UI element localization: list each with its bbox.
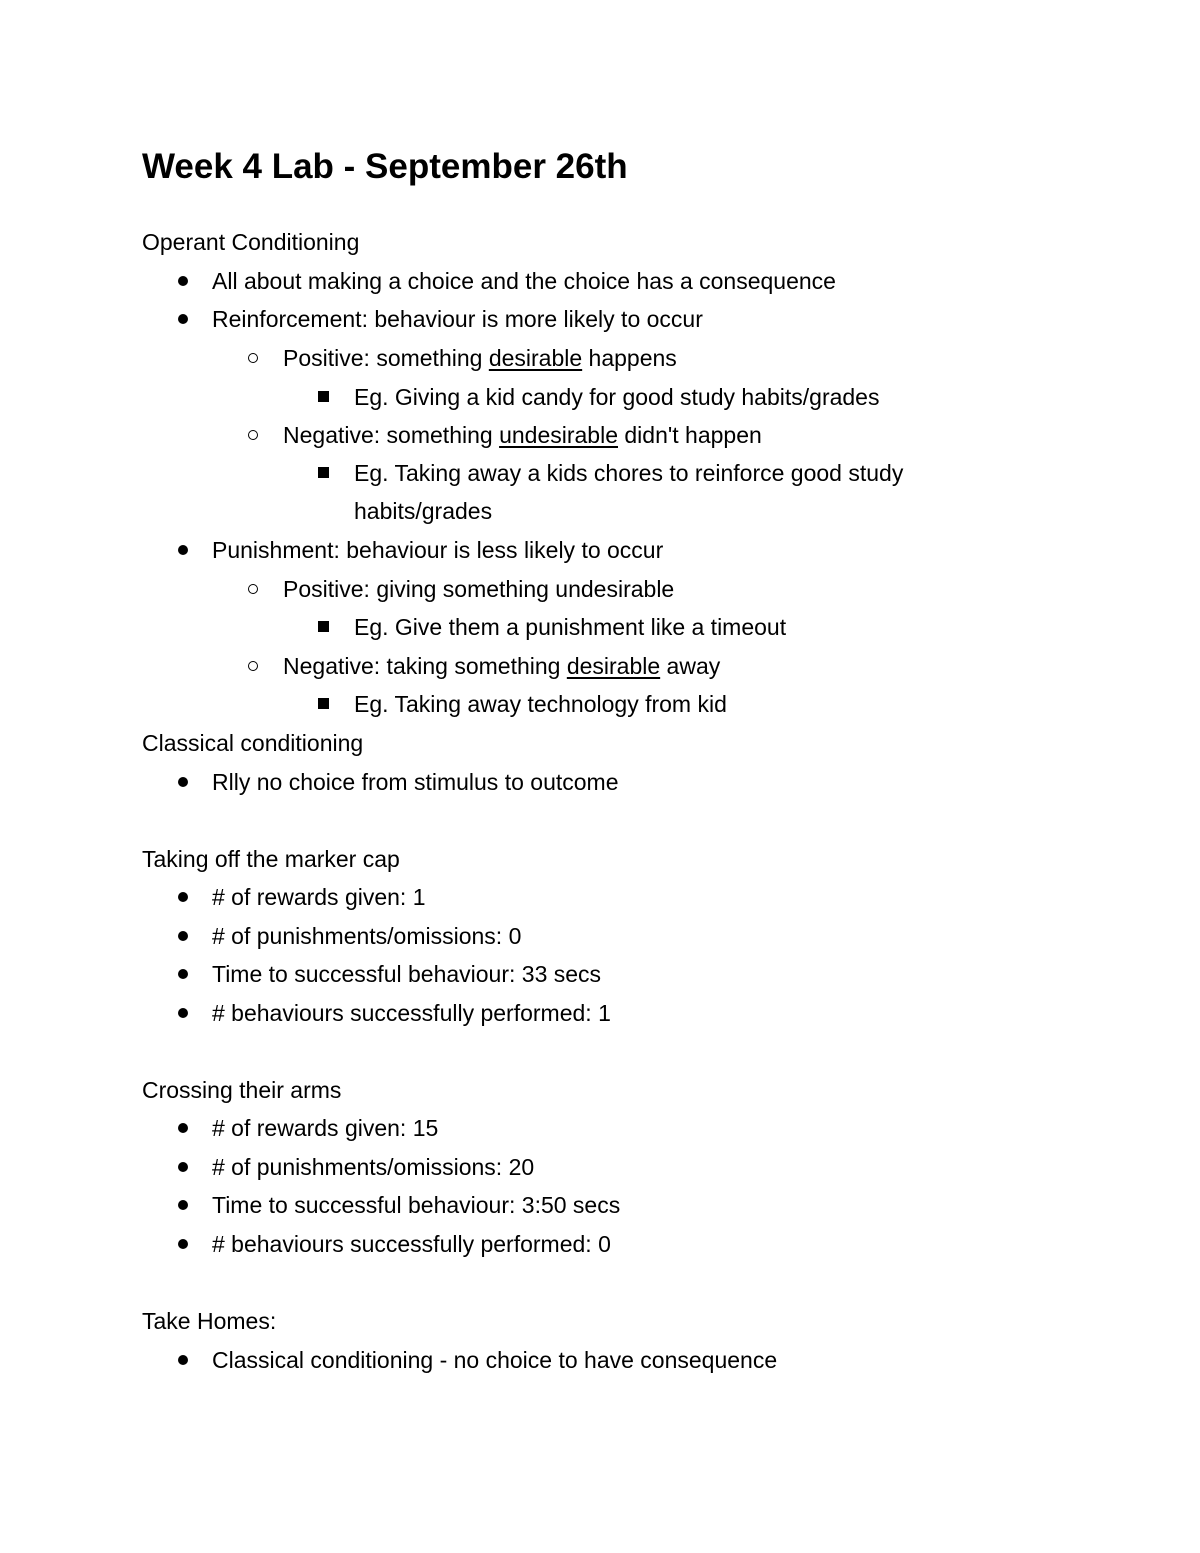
section-heading-classical: Classical conditioning — [142, 730, 364, 756]
underlined-text: desirable — [488, 345, 583, 371]
list-item-punishment-positive: Positive: giving something undesirable — [283, 576, 675, 602]
list-item: Classical conditioning - no choice to have consequence — [212, 1347, 778, 1373]
list-item-reinforcement: Reinforcement: behaviour is more likely to occur — [212, 306, 703, 332]
list-item: Time to successful behaviour: 3:50 secs — [212, 1192, 621, 1218]
list-item-reinforcement-negative — [283, 416, 762, 454]
text-segment: away — [660, 653, 721, 679]
list-item: # of rewards given: 15 — [212, 1115, 439, 1141]
list-item: # of punishments/omissions: 20 — [212, 1154, 535, 1180]
list-item: # behaviours successfully performed: 1 — [212, 1000, 611, 1026]
section-heading-crossing-arms: Crossing their arms — [142, 1077, 342, 1103]
list-item: # of rewards given: 1 — [212, 884, 426, 910]
list-item: # behaviours successfully performed: 0 — [212, 1231, 611, 1257]
page-title: Week 4 Lab - September 26th — [142, 147, 628, 186]
list-item: # of punishments/omissions: 0 — [212, 923, 522, 949]
section-heading-marker-cap: Taking off the marker cap — [142, 846, 400, 872]
underlined-text: desirable — [566, 653, 661, 679]
text-segment: happens — [582, 345, 677, 371]
list-item-reinforcement-positive — [283, 339, 677, 377]
list-item-example: Eg. Giving a kid candy for good study habits/grades — [354, 384, 880, 410]
list-item: Time to successful behaviour: 33 secs — [212, 961, 602, 987]
list-item-example: Eg. Give them a punishment like a timeout — [354, 614, 787, 640]
list-item-example-continued: habits/grades — [354, 498, 493, 524]
text-segment: Negative: something — [283, 422, 500, 448]
list-item: Rlly no choice from stimulus to outcome — [212, 769, 619, 795]
list-item-example: Eg. Taking away technology from kid — [354, 691, 727, 717]
underlined-text: undesirable — [499, 422, 618, 448]
list-item: All about making a choice and the choice has a consequence — [212, 268, 836, 294]
text-segment: Positive: something — [283, 345, 489, 371]
list-item-punishment-negative — [283, 647, 720, 685]
list-item-example: Eg. Taking away a kids chores to reinforce good study — [354, 460, 904, 486]
section-heading-operant: Operant Conditioning — [142, 229, 360, 255]
text-segment: Negative: taking something — [283, 653, 567, 679]
list-item-punishment: Punishment: behaviour is less likely to occur — [212, 537, 664, 563]
text-segment: didn't happen — [618, 422, 762, 448]
section-heading-take-homes: Take Homes: — [142, 1308, 277, 1334]
